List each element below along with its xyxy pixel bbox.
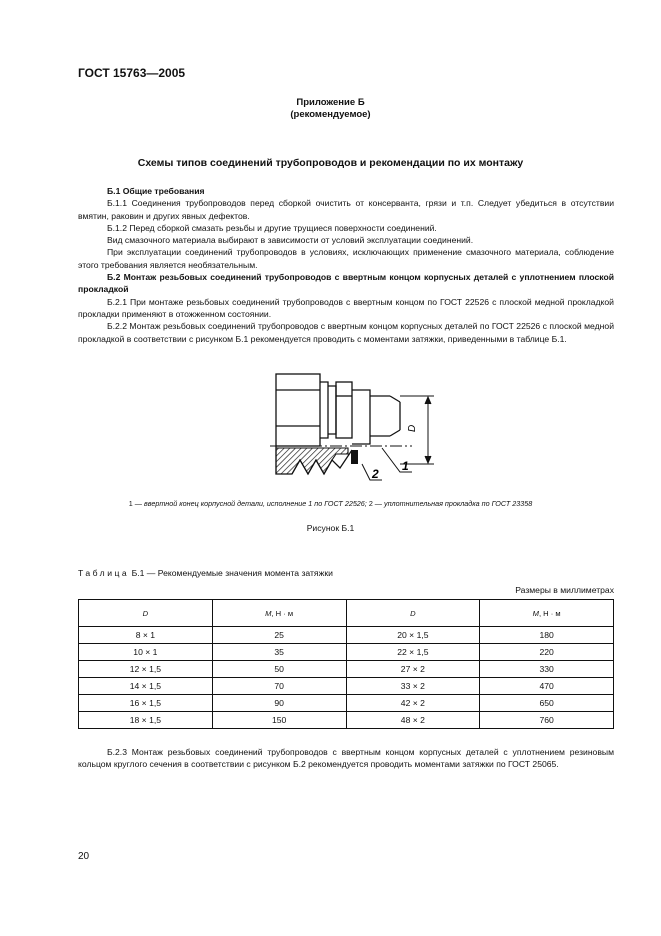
header-d-1: D	[79, 600, 213, 627]
table-title	[78, 568, 333, 578]
paragraph-b1-1: Б.1.1 Соединения трубопроводов перед сборкой очистить от консерванта, грязи и т.п. Следует убедиться в отсутствии вмятин, раковин и других явных дефектов.	[78, 198, 614, 221]
table-cell: 20 × 1,5	[346, 627, 480, 644]
table-cell: 18 × 1,5	[79, 712, 213, 729]
torque-table	[78, 599, 614, 729]
appendix-subtitle: (рекомендуемое)	[290, 109, 371, 120]
paragraph-operation: При эксплуатации соединений трубопроводов в условиях, исключающих применение смазочного материала, соблюдение этого требования является необязательным.	[78, 247, 614, 270]
final-text	[78, 746, 614, 771]
table-row	[79, 661, 614, 678]
header-m-2: М, Н · м	[480, 600, 614, 627]
callout-2: 2	[372, 467, 379, 481]
figure-caption	[0, 499, 661, 508]
header-m-1: М, Н · м	[212, 600, 346, 627]
table-cell: 25	[212, 627, 346, 644]
table-cell: 22 × 1,5	[346, 644, 480, 661]
table-row	[79, 678, 614, 695]
page-number: 20	[78, 851, 90, 862]
paragraph-b2-3: Б.2.3 Монтаж резьбовых соединений трубопроводов с ввертным концом корпусных деталей с уплотнением резиновым кольцом круглого сечения в соответствии с рисунком Б.2 рекомендуется проводить моментами затяжки по ГОСТ 25065.	[78, 747, 614, 770]
caption-number-2: 2	[368, 499, 373, 508]
table-cell: 33 × 2	[346, 678, 480, 695]
table-cell: 760	[480, 712, 614, 729]
paragraph-b2-1: Б.2.1 При монтаже резьбовых соединений трубопроводов с ввертным концом по ГОСТ 22526 с плоской медной прокладкой прокладки применяют в отожженном состоянии.	[78, 296, 614, 319]
body-text	[78, 185, 614, 345]
table-row	[79, 712, 614, 729]
table-row	[79, 644, 614, 661]
table-cell: 35	[212, 644, 346, 661]
table-row	[79, 627, 614, 644]
table-cell: 16 × 1,5	[79, 695, 213, 712]
table-cell: 42 × 2	[346, 695, 480, 712]
table-cell: 90	[212, 695, 346, 712]
table-cell: 14 × 1,5	[79, 678, 213, 695]
standard-header: ГОСТ 15763—2005	[78, 66, 186, 80]
table-cell: 12 × 1,5	[79, 661, 213, 678]
table-header-row	[79, 600, 614, 627]
paragraph-b1-2: Б.1.2 Перед сборкой смазать резьбы и другие трущиеся поверхности соединений.	[107, 222, 437, 233]
figure-title: Рисунок Б.1	[306, 523, 355, 533]
table-units: Размеры в миллиметрах	[515, 585, 614, 595]
table-title-text: Б.1 — Рекомендуемые значения момента затяжки	[129, 568, 333, 578]
caption-text-2: — уплотнительная прокладка по ГОСТ 23358	[372, 499, 533, 508]
table-row	[79, 695, 614, 712]
callout-1: 1	[402, 459, 409, 473]
paragraph-b2-2: Б.2.2 Монтаж резьбовых соединений трубопроводов с ввертным концом корпусных деталей по ГОСТ 22526 с плоской медной прокладкой в соответствии с рисунком Б.1 рекомендуется проводить с моментами затяжки, приведенными в таблице Б.1.	[78, 321, 614, 344]
table-cell: 48 × 2	[346, 712, 480, 729]
table-cell: 70	[212, 678, 346, 695]
table-cell: 180	[480, 627, 614, 644]
caption-text-1: — ввертной конец корпусной детали, исполнение 1 по ГОСТ 22526;	[132, 499, 369, 508]
section-hatching	[276, 448, 358, 474]
table-cell: 650	[480, 695, 614, 712]
section-title: Схемы типов соединений трубопроводов и рекомендации по их монтажу	[137, 157, 524, 169]
caption-number-1: 1	[128, 499, 133, 508]
table-label: Таблица	[78, 568, 130, 578]
heading-b2: Б.2 Монтаж резьбовых соединений трубопроводов с ввертным концом корпусных деталей с уплотнением плоской прокладкой	[78, 272, 614, 295]
table-cell: 330	[480, 661, 614, 678]
table-cell: 8 × 1	[79, 627, 213, 644]
table-cell: 27 × 2	[346, 661, 480, 678]
table-cell: 50	[212, 661, 346, 678]
figure-b1-drawing	[262, 368, 452, 486]
table-cell: 150	[212, 712, 346, 729]
paragraph-lubricant: Вид смазочного материала выбирают в зависимости от условий эксплуатации соединений.	[107, 235, 474, 246]
dimension-d-label: D	[407, 424, 418, 432]
header-d-2: D	[346, 600, 480, 627]
table-cell: 10 × 1	[79, 644, 213, 661]
appendix-title: Приложение Б	[296, 97, 365, 108]
table-cell: 220	[480, 644, 614, 661]
gasket-mark	[351, 450, 358, 464]
table-cell: 470	[480, 678, 614, 695]
heading-b1: Б.1 Общие требования	[107, 186, 205, 196]
